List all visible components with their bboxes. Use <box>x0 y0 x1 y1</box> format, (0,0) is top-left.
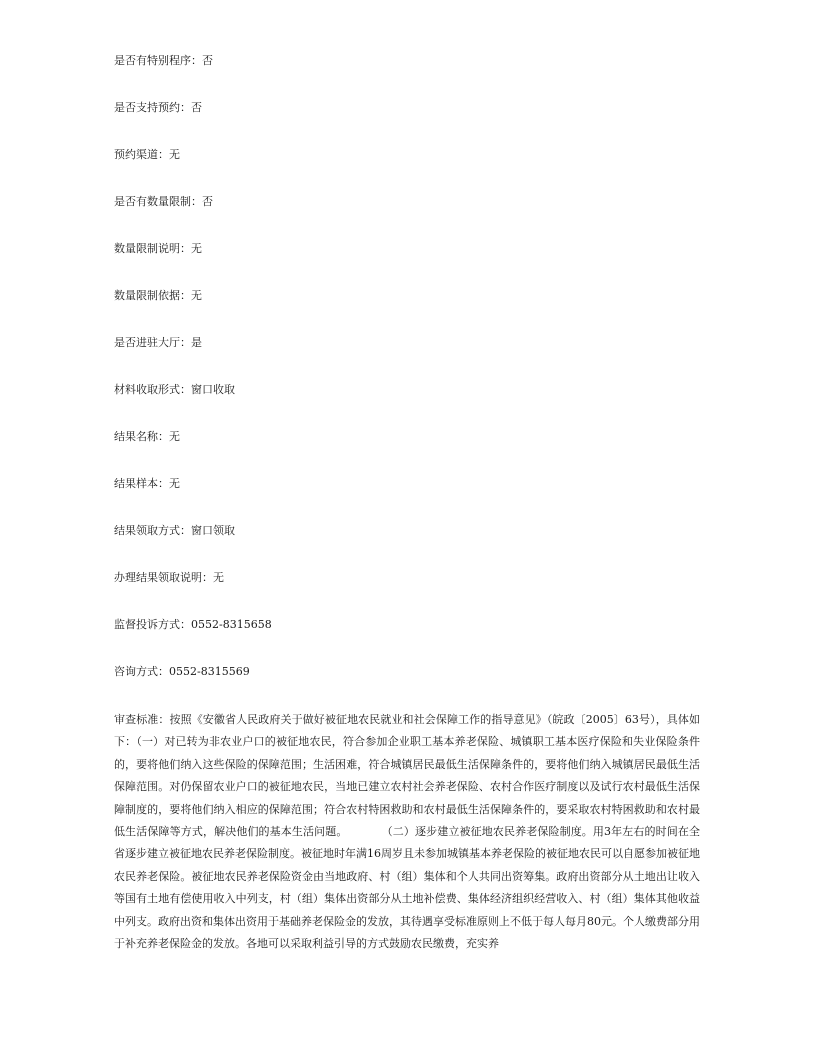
field-label: 材料收取形式： <box>114 383 191 396</box>
field-label: 预约渠道： <box>114 148 169 161</box>
review-standard-label: 审查标准： <box>114 713 170 726</box>
field-label: 是否支持预约： <box>114 101 191 114</box>
review-standard-text-part-1: 按照《安徽省人民政府关于做好被征地农民就业和社会保障工作的指导意见》（皖政〔2005〕63号），具体如下：（一）对已转为非农业户口的被征地农民，符合参加企业职工基本养老保险、城镇职工基本医疗保险和失业保险条件的，要将他们纳入这些保险的保障范围；生活困难，符合城镇居民最低生活保障条件的，要将他们纳入城镇居民最低生活保障范围。对仍保留农业户口的被征地农民，当地已建立农村社会养老保险、农村合作医疗制度以及试行农村最低生活保障制度的，要将他们纳入相应的保障范围；符合农村特困救助和农村最低生活保障条件的，要采取农村特困救助和农村最低生活保障等方式，解决他们的基本生活问题。 <box>114 713 700 839</box>
field-value: 无 <box>213 571 224 584</box>
field-value: 无 <box>169 148 180 161</box>
field-appointment-channel <box>114 148 180 162</box>
field-result-sample <box>114 477 180 491</box>
field-complaint-contact <box>114 618 272 632</box>
field-quantity-limit-description <box>114 242 202 256</box>
field-quantity-limit-basis <box>114 289 202 303</box>
review-standard-paragraph <box>114 709 700 955</box>
field-appointment-support <box>114 101 202 115</box>
field-label: 数量限制说明： <box>114 242 191 255</box>
field-value: 无 <box>191 289 202 302</box>
field-value: 否 <box>202 195 213 208</box>
field-result-name <box>114 430 180 444</box>
field-material-collection-form <box>114 383 235 397</box>
field-label: 结果名称： <box>114 430 169 443</box>
field-value: 0552-8315658 <box>191 618 272 631</box>
field-value: 无 <box>169 430 180 443</box>
field-label: 是否有数量限制： <box>114 195 202 208</box>
field-label: 咨询方式： <box>114 665 169 678</box>
field-value: 否 <box>202 54 213 67</box>
field-value: 无 <box>169 477 180 490</box>
field-in-service-hall <box>114 336 202 350</box>
field-value: 窗口收取 <box>191 383 235 396</box>
field-value: 否 <box>191 101 202 114</box>
field-label: 结果样本： <box>114 477 169 490</box>
field-value: 是 <box>191 336 202 349</box>
field-result-pickup-note <box>114 571 224 585</box>
field-result-pickup-method <box>114 524 235 538</box>
field-inquiry-contact <box>114 665 250 679</box>
field-value: 0552-8315569 <box>169 665 250 678</box>
field-quantity-limit <box>114 195 213 209</box>
field-label: 数量限制依据： <box>114 289 191 302</box>
field-value: 窗口领取 <box>191 524 235 537</box>
field-label: 是否有特别程序： <box>114 54 202 67</box>
field-special-procedure <box>114 54 213 68</box>
field-label: 结果领取方式： <box>114 524 191 537</box>
field-label: 监督投诉方式： <box>114 618 191 631</box>
review-standard-text-part-2: （二）逐步建立被征地农民养老保险制度。用3年左右的时间在全省逐步建立被征地农民养老保险制度。被征地时年满16周岁且未参加城镇基本养老保险的被征地农民可以自愿参加被征地农民养老保险。被征地农民养老保险资金由当地政府、村（组）集体和个人共同出资筹集。政府出资部分从土地出让收入等国有土地有偿使用收入中列支，村（组）集体出资部分从土地补偿费、集体经济组织经营收入、村（组）集体其他收益中列支。政府出资和集体出资用于基础养老保险金的发放，其待遇享受标准原则上不低于每人每月80元。个人缴费部分用于补充养老保险金的发放。各地可以采取利益引导的方式鼓励农民缴费，充实养 <box>114 825 701 951</box>
field-label: 是否进驻大厅： <box>114 336 191 349</box>
field-label: 办理结果领取说明： <box>114 571 213 584</box>
field-value: 无 <box>191 242 202 255</box>
